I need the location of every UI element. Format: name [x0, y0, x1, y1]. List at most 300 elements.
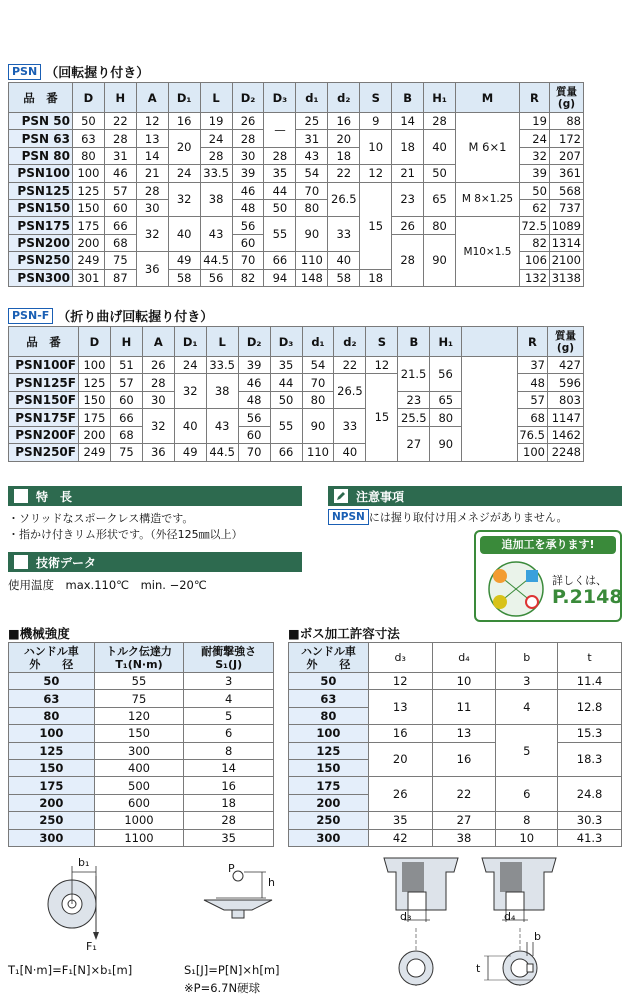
- cell: 12: [366, 357, 398, 374]
- cell: 37: [517, 357, 547, 374]
- strength-header: [184, 643, 274, 673]
- feature-item: ・ソリッドなスポークレス構造です。: [8, 512, 194, 525]
- psn-header: D₁: [168, 83, 200, 113]
- cell: 10: [432, 673, 496, 690]
- cell: 33.5: [206, 357, 238, 374]
- cell: 150: [72, 199, 104, 216]
- cell: 94: [264, 269, 296, 286]
- cell: 600: [94, 794, 184, 811]
- cell: 19: [200, 113, 232, 130]
- cell: 56: [438, 367, 453, 381]
- cell: 50: [289, 673, 369, 690]
- caution-title: 注意事項: [356, 489, 405, 504]
- psnf-header: S: [366, 327, 398, 357]
- psnf-header: D₂: [238, 327, 270, 357]
- psnf-pn: PSN150F: [9, 392, 79, 409]
- h-line: S₁(J): [215, 657, 243, 671]
- cell: 175: [78, 409, 110, 426]
- cell: 1147: [547, 409, 583, 426]
- h-line: 外 径: [29, 657, 74, 671]
- cell: 125: [9, 742, 95, 759]
- cell: 200: [289, 794, 369, 811]
- psn-header: H₁: [424, 83, 456, 113]
- cell: 20: [328, 130, 360, 147]
- cell: 58: [328, 269, 360, 286]
- cell: 33: [334, 409, 366, 444]
- cell: 400: [94, 759, 184, 776]
- psn-header-weight: 質量 (g): [549, 83, 583, 113]
- cell: 62: [519, 199, 549, 216]
- cell: 6: [184, 725, 274, 742]
- cell: 80: [72, 147, 104, 164]
- psn-pn: PSN200: [9, 234, 73, 251]
- cell: 150: [289, 759, 369, 776]
- cell: 57: [110, 374, 142, 392]
- cell: 16: [184, 777, 274, 794]
- cell: 72.5: [519, 217, 549, 234]
- psnf-header: B: [398, 327, 430, 357]
- cell: 51: [110, 357, 142, 374]
- cell: 25: [296, 113, 328, 130]
- cell: 100: [289, 725, 369, 742]
- cell: 24: [168, 165, 200, 182]
- cell-group: [398, 357, 462, 392]
- cell: 14: [392, 113, 424, 130]
- cell: 4: [184, 690, 274, 707]
- boss-d4-diagram: [474, 850, 574, 990]
- cell: M 8×1.25: [456, 182, 520, 217]
- psnf-header: H₁: [430, 327, 462, 357]
- cell: 60: [110, 392, 142, 409]
- cell: 80: [430, 409, 462, 426]
- cell: 12: [368, 673, 432, 690]
- d3-label: d₃: [400, 910, 412, 923]
- cell: 32: [142, 409, 174, 444]
- h-line: ハンドル車: [300, 644, 356, 658]
- cell: 200: [72, 234, 104, 251]
- cell: 49: [168, 252, 200, 269]
- psn-pn: PSN 80: [9, 147, 73, 164]
- cell: 12: [136, 113, 168, 130]
- cell: 35: [368, 812, 432, 829]
- cell: 65: [430, 392, 462, 409]
- cell: 40: [174, 409, 206, 444]
- cell: 100: [9, 725, 95, 742]
- cell: 63: [9, 690, 95, 707]
- cell: 8: [184, 742, 274, 759]
- cell: 40: [424, 130, 456, 165]
- empty-cell: [462, 357, 518, 462]
- cell: 63: [72, 130, 104, 147]
- cell: 100: [517, 444, 547, 461]
- cell: 4: [496, 690, 558, 725]
- cell: 110: [296, 252, 328, 269]
- psnf-header: D: [78, 327, 110, 357]
- cell: 50: [519, 182, 549, 199]
- psn-pn: PSN250: [9, 252, 73, 269]
- cell: 26: [392, 217, 424, 234]
- cell: 15: [366, 374, 398, 461]
- cell: 57: [104, 182, 136, 199]
- cell: 9: [360, 113, 392, 130]
- cell: 15: [360, 182, 392, 269]
- cell: 148: [296, 269, 328, 286]
- psnf-header-empty: [462, 327, 518, 357]
- cell: 23: [392, 182, 424, 217]
- psnf-header: R: [517, 327, 547, 357]
- cell: 39: [238, 357, 270, 374]
- psn-header: d₂: [328, 83, 360, 113]
- cell: 23: [398, 392, 430, 409]
- cell: 80: [296, 199, 328, 216]
- cell: 35: [184, 829, 274, 846]
- cell: 21: [136, 165, 168, 182]
- cell: 300: [94, 742, 184, 759]
- strength-header: [9, 643, 95, 673]
- features-header: [8, 486, 302, 506]
- cell: 50: [270, 392, 302, 409]
- cell: 18: [184, 794, 274, 811]
- cell: 44.5: [206, 444, 238, 461]
- cell: 13: [368, 690, 432, 725]
- cell: 32: [519, 147, 549, 164]
- cell: 60: [104, 199, 136, 216]
- cell: 15.3: [558, 725, 622, 742]
- cell: 36: [142, 444, 174, 461]
- cell: 300: [9, 829, 95, 846]
- h-label: h: [268, 876, 275, 889]
- cell: 58: [168, 269, 200, 286]
- cell: 200: [78, 426, 110, 443]
- cell: 31: [296, 130, 328, 147]
- cell: 36: [136, 252, 168, 287]
- cell: 249: [72, 252, 104, 269]
- extra-detail: 詳しくは、: [552, 574, 607, 587]
- strength-header: [94, 643, 184, 673]
- strength-table: [8, 642, 274, 847]
- cell: 39: [232, 165, 264, 182]
- h-line: 外 径: [306, 657, 351, 671]
- cell: 21: [392, 165, 424, 182]
- cell: 54: [296, 165, 328, 182]
- cell: 28: [264, 147, 296, 164]
- cell: 35: [264, 165, 296, 182]
- psnf-header: D₃: [270, 327, 302, 357]
- cell: 207: [549, 147, 583, 164]
- cell: 737: [549, 199, 583, 216]
- cell: 70: [302, 374, 334, 392]
- cell: 100: [72, 165, 104, 182]
- cell: 5: [496, 725, 558, 777]
- cell: 42: [368, 829, 432, 846]
- cell: 32: [168, 182, 200, 217]
- psn-header: S: [360, 83, 392, 113]
- psn-header: D: [72, 83, 104, 113]
- cell: 43: [206, 409, 238, 444]
- cell: 150: [9, 759, 95, 776]
- cell: 18.3: [558, 742, 622, 777]
- cell: 26: [232, 113, 264, 130]
- cell: 18: [360, 269, 392, 286]
- cell: M 6×1: [456, 113, 520, 183]
- cell: 3138: [549, 269, 583, 286]
- cell: 39: [519, 165, 549, 182]
- cell: —: [264, 113, 296, 148]
- cell: 28: [424, 113, 456, 130]
- cell: 50: [72, 113, 104, 130]
- cell: 70: [296, 182, 328, 199]
- psnf-header: d₂: [334, 327, 366, 357]
- cell: 41.3: [558, 829, 622, 846]
- cell: 32: [174, 374, 206, 409]
- cell: 5: [184, 707, 274, 724]
- cell: 75: [110, 444, 142, 461]
- cell: 26: [142, 357, 174, 374]
- cell: 28: [232, 130, 264, 147]
- t-label: t: [476, 962, 481, 975]
- cell: 60: [232, 234, 264, 251]
- boss-title: ■ボス加工許容寸法: [288, 626, 400, 641]
- cell: 1462: [547, 426, 583, 443]
- cell: 22: [334, 357, 366, 374]
- psn-header: D₃: [264, 83, 296, 113]
- psn-pn: PSN 50: [9, 113, 73, 130]
- cell: 90: [296, 217, 328, 252]
- cell: 75: [94, 690, 184, 707]
- caution-body: には握り取付け用メネジがありません。: [368, 511, 568, 524]
- psn-pn: PSN100: [9, 165, 73, 182]
- psn-table: [8, 82, 584, 287]
- cell: 14: [136, 147, 168, 164]
- cell: 1000: [94, 812, 184, 829]
- cell: 63: [289, 690, 369, 707]
- cell: 6: [496, 777, 558, 812]
- impact-note: ※P=6.7N硬球: [184, 981, 261, 995]
- cell: 21.5: [398, 357, 429, 391]
- cell: 49: [174, 444, 206, 461]
- cell: 22: [432, 777, 496, 812]
- cell: 16: [368, 725, 432, 742]
- cell: 40: [334, 444, 366, 461]
- psn-header: H: [104, 83, 136, 113]
- cell: 110: [302, 444, 334, 461]
- cell: 30: [136, 199, 168, 216]
- cell: 1089: [549, 217, 583, 234]
- psnf-header: d₁: [302, 327, 334, 357]
- psnf-tag: PSN-F: [8, 308, 53, 324]
- cell: 90: [302, 409, 334, 444]
- psn-header: A: [136, 83, 168, 113]
- cell: 11.4: [558, 673, 622, 690]
- cell: M10×1.5: [456, 217, 520, 287]
- cell: 75: [104, 252, 136, 269]
- cell: 28: [392, 234, 424, 286]
- cell: 27: [398, 426, 430, 461]
- psn-tag: PSN: [8, 64, 41, 80]
- cell: 40: [328, 252, 360, 269]
- boss-header: t: [558, 643, 622, 673]
- cell: 175: [9, 777, 95, 794]
- cell: 2100: [549, 252, 583, 269]
- square-icon: [14, 489, 28, 503]
- psnf-header: A: [142, 327, 174, 357]
- psnf-pn: PSN100F: [9, 357, 79, 374]
- cell: 300: [289, 829, 369, 846]
- strength-title: ■機械強度: [8, 626, 70, 641]
- cell: 46: [104, 165, 136, 182]
- cell: 150: [94, 725, 184, 742]
- cell: 106: [519, 252, 549, 269]
- extra-page-link[interactable]: P.2148: [552, 586, 623, 608]
- psn-pn: PSN300: [9, 269, 73, 286]
- cell: 596: [547, 374, 583, 392]
- b-label: b: [534, 930, 541, 943]
- cell: 80: [424, 217, 456, 234]
- cell: 8: [496, 812, 558, 829]
- cell: 35: [270, 357, 302, 374]
- cell: 28: [184, 812, 274, 829]
- psn-pn: PSN 63: [9, 130, 73, 147]
- cell: 48: [238, 392, 270, 409]
- cell: 1314: [549, 234, 583, 251]
- cell: 88: [549, 113, 583, 130]
- h-line: ハンドル車: [23, 644, 79, 658]
- cell: 12: [360, 165, 392, 182]
- cell: 44.5: [200, 252, 232, 269]
- cell: 125: [78, 374, 110, 392]
- cell: 803: [547, 392, 583, 409]
- cell: 46: [232, 182, 264, 199]
- psn-pn: PSN125: [9, 182, 73, 199]
- cell: 27: [432, 812, 496, 829]
- cell: 30: [232, 147, 264, 164]
- cell: 301: [72, 269, 104, 286]
- cell: 82: [519, 234, 549, 251]
- impact-formula: S₁[J]=P[N]×h[m]: [184, 963, 280, 977]
- cell: 80: [289, 707, 369, 724]
- cell: 175: [72, 217, 104, 234]
- torque-formula: T₁[N·m]=F₁[N]×b₁[m]: [8, 963, 133, 977]
- boss-table: [288, 642, 622, 847]
- cell: 80: [302, 392, 334, 409]
- pencil-icon: [334, 489, 348, 503]
- psnf-header: D₁: [174, 327, 206, 357]
- cell: 66: [264, 252, 296, 269]
- psnf-header: L: [206, 327, 238, 357]
- cell: 22: [104, 113, 136, 130]
- cell: 500: [94, 777, 184, 794]
- cell: 46: [238, 374, 270, 392]
- cell: 26.5: [328, 182, 360, 217]
- psnf-pn: PSN175F: [9, 409, 79, 426]
- cell: 38: [206, 374, 238, 409]
- psn-section-title: [8, 62, 149, 81]
- square-icon: [14, 555, 28, 569]
- tech-text: 使用温度 max.110℃ min. −20℃: [8, 578, 207, 592]
- h-line: トルク伝達力: [106, 644, 172, 658]
- psn-header: L: [200, 83, 232, 113]
- psnf-pn: PSN200F: [9, 426, 79, 443]
- psnf-section-title: [8, 306, 213, 325]
- psn-header: D₂: [232, 83, 264, 113]
- cell: 55: [264, 217, 296, 252]
- cell: 16: [432, 742, 496, 777]
- cell: 3: [496, 673, 558, 690]
- cell: 56: [238, 409, 270, 426]
- cell: 125: [72, 182, 104, 199]
- cell: 25.5: [398, 409, 430, 426]
- h-line: T₁(N·m): [115, 657, 163, 671]
- cell: 14: [184, 759, 274, 776]
- cell: 54: [302, 357, 334, 374]
- boss-header: [289, 643, 369, 673]
- psn-header: M: [456, 83, 520, 113]
- cell: 26.5: [334, 374, 366, 409]
- tech-title: 技術データ: [36, 555, 97, 570]
- cell: 16: [328, 113, 360, 130]
- f1-label: F₁: [86, 940, 97, 953]
- cell: 55: [270, 409, 302, 444]
- boss-d3-diagram: [376, 850, 466, 990]
- cell: 68: [104, 234, 136, 251]
- cell: 30.3: [558, 812, 622, 829]
- cell: 87: [104, 269, 136, 286]
- cell: 50: [424, 165, 456, 182]
- cell: 65: [424, 182, 456, 217]
- cell: 43: [200, 217, 232, 252]
- psnf-header-weight: 質量 (g): [547, 327, 583, 357]
- cell: 28: [200, 147, 232, 164]
- process-icon: [486, 560, 546, 618]
- cell: 68: [110, 426, 142, 443]
- extra-service-box: [474, 530, 622, 622]
- psn-title: （回転握り付き）: [45, 66, 150, 81]
- cell: 20: [168, 130, 200, 165]
- psnf-pn: PSN250F: [9, 444, 79, 461]
- psnf-table: [8, 326, 584, 462]
- cell: 13: [136, 130, 168, 147]
- cell: 44: [264, 182, 296, 199]
- psn-header: B: [392, 83, 424, 113]
- cell: 24.8: [558, 777, 622, 812]
- extra-title: 追加工を承ります!: [480, 536, 616, 554]
- psnf-title: （折り曲げ回転握り付き）: [57, 310, 214, 325]
- cell: 70: [238, 444, 270, 461]
- cell: 66: [110, 409, 142, 426]
- psn-pn: PSN150: [9, 199, 73, 216]
- cell: 16: [168, 113, 200, 130]
- cell: 80: [9, 707, 95, 724]
- cell: 32: [136, 217, 168, 252]
- cell: 38: [432, 829, 496, 846]
- npsn-tag: NPSN: [328, 509, 369, 525]
- caution-text: [328, 509, 568, 525]
- boss-header: d₃: [368, 643, 432, 673]
- cell: 31: [104, 147, 136, 164]
- cell: 43: [296, 147, 328, 164]
- cell: 68: [517, 409, 547, 426]
- cell: 56: [232, 217, 264, 234]
- cell: 132: [519, 269, 549, 286]
- cell: 90: [430, 426, 462, 461]
- h-line: 耐衝撃強さ: [201, 644, 257, 658]
- cell: 24: [200, 130, 232, 147]
- cell: 175: [289, 777, 369, 794]
- d4-label: d₄: [504, 910, 516, 923]
- caution-header: [328, 486, 622, 506]
- cell: 568: [549, 182, 583, 199]
- psn-header: d₁: [296, 83, 328, 113]
